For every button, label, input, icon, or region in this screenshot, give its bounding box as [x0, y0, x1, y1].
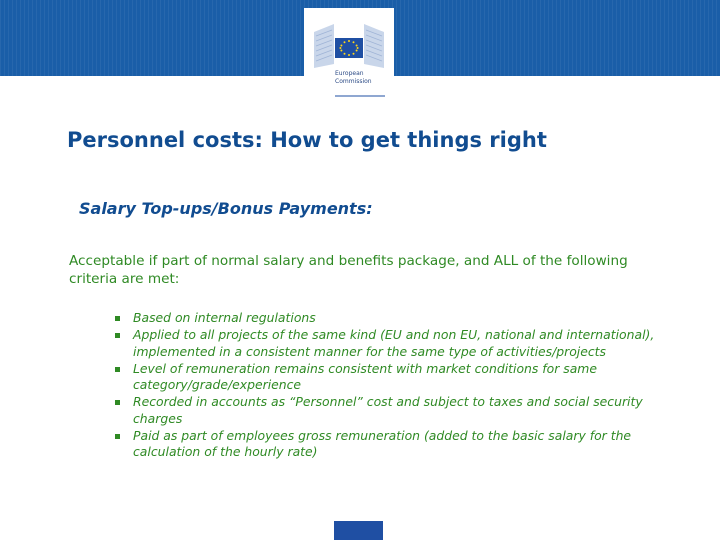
bullet-square-icon	[115, 367, 120, 372]
bullet-square-icon	[115, 434, 120, 439]
intro-paragraph: Acceptable if part of normal salary and benefits package, and ALL of the following criteria are met:	[69, 253, 628, 287]
list-item	[115, 310, 680, 327]
slide-subtitle: Salary Top-ups/Bonus Payments:	[79, 199, 373, 218]
list-item-text: Applied to all projects of the same kind (EU and non EU, national and international), implemented in a consistent manner for the same type of activities/projects	[133, 327, 655, 359]
list-item-text: Paid as part of employees gross remuneration (added to the basic salary for the calculation of the hourly rate)	[133, 427, 632, 459]
european-commission-logo	[304, 8, 394, 103]
list-item	[115, 394, 680, 427]
bullet-square-icon	[115, 316, 120, 321]
list-item	[115, 361, 680, 394]
logo-text	[335, 70, 372, 86]
list-item	[115, 428, 680, 461]
list-item	[115, 327, 680, 360]
list-item-text: Based on internal regulations	[133, 310, 316, 325]
list-item-text: Level of remuneration remains consistent with market conditions for same category/grade/experience	[133, 360, 598, 392]
slide-title: Personnel costs: How to get things right	[67, 128, 547, 152]
logo-line-european: European	[335, 70, 364, 77]
commission-building-icon	[304, 8, 394, 103]
criteria-list	[115, 310, 680, 461]
footer-flag-bar	[334, 521, 383, 540]
list-item-text: Recorded in accounts as “Personnel” cost and subject to taxes and social security charges	[133, 394, 643, 426]
bullet-square-icon	[115, 333, 120, 338]
logo-line-commission: Commission	[335, 78, 372, 85]
bullet-square-icon	[115, 400, 120, 405]
